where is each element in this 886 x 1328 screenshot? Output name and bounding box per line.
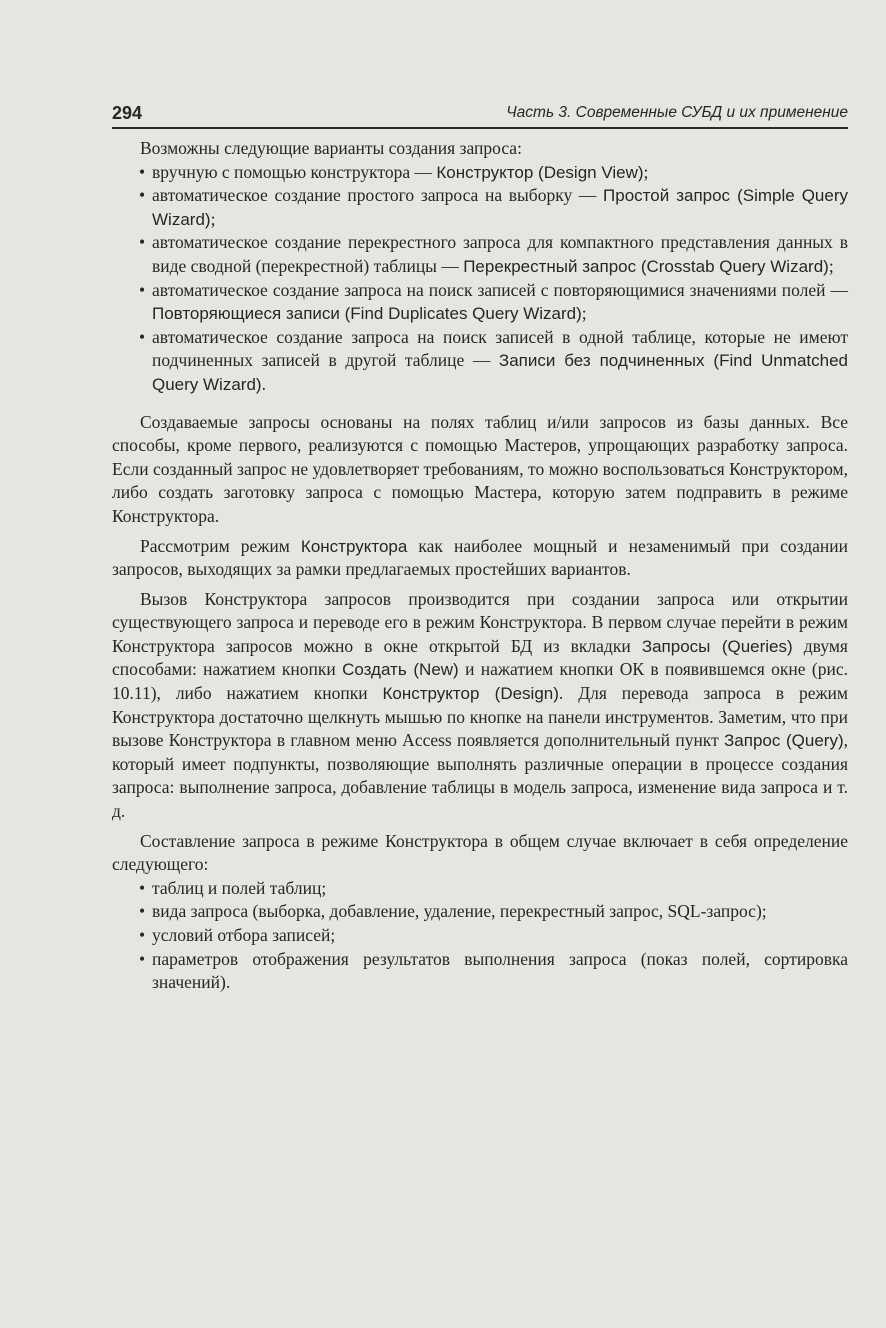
paragraph-composition: Составление запроса в режиме Конструктора в общем случае включает в себя определение следующего: [112,830,848,875]
ui-term: Создать (New) [342,660,459,680]
list-item-tail: ; [643,161,649,182]
page-body [112,137,848,995]
paragraph-text: как наиболее мощный и незаменимый при создании запросов, выходящих за рамки предлагаемых простейших вариантов. [112,535,848,580]
ui-term: Запрос (Query) [724,731,844,751]
list-item-text: автоматическое создание запроса на поиск записей в одной таблице, которые не имеют подчиненных записей в другой таблице — [152,326,848,371]
paragraph-text: Рассмотрим режим [140,535,301,556]
list-item-tail: . [261,373,266,394]
paragraph-text: . Для перевода запроса в режим Конструктора достаточно щелкнуть мышью по кнопке на панели инструментов. Заметим, что при вызове Конструктора в главном меню Access появляется дополнительный пункт [112,683,848,751]
ui-term: Записи без подчиненных (Find Unmatched Query Wizard) [152,351,849,394]
page-header [112,101,848,129]
ui-term: Конструктор (Design) [382,684,559,704]
ui-term: Простой запрос (Simple Query Wizard) [152,186,848,229]
list-item: • вида запроса (выборка, добавление, удаление, перекрестный запрос, SQL-запрос); [152,900,848,924]
list-item [152,184,848,231]
list-item-tail: ; [581,303,587,324]
list-item-tail: ; [828,255,834,276]
ui-term: Конструктор (Design View) [436,162,644,182]
ui-term: Запросы (Queries) [641,636,793,656]
list-item-text: автоматическое создание перекрестного запроса для компактного представления данных в виде сводной (перекрестной) таблицы — [152,232,848,276]
list-item-text: автоматическое создание простого запроса на выборку — [152,185,604,206]
paragraph-text: Вызов Конструктора запросов производится при создании запроса или открытии существующего запроса и переводе его в режим Конструктора. В первом случае перейти в режим Конструктора запросов можно в окне открытой БД из вкладки [112,588,848,656]
list-item [152,231,848,278]
paragraph-text: и нажатием кнопки ОК в появившемся окне (рис. 10.11), либо нажатием кнопки [112,659,848,704]
components-list [112,877,848,995]
variants-list [112,161,848,397]
list-item [152,326,848,397]
paragraph-designer-call [112,588,848,824]
page-number: 294 [112,103,143,123]
list-item-text: автоматическое создание запроса на поиск записей с повторяющимися значениями полей — [152,279,848,300]
paragraph-design-mode [112,535,848,582]
ui-term: Конструктора [300,536,408,556]
paragraph-text: , который имеет подпункты, позволяющие выполнять различные операции в процессе создания запроса: выполнение запроса, добавление таблицы в модель запроса, изменение вида запроса и т. д. [112,730,848,822]
intro-paragraph: Возможны следующие варианты создания запроса: [140,138,522,158]
paragraph-wizards: Создаваемые запросы основаны на полях таблиц и/или запросов из базы данных. Все способы, кроме первого, реализуются с помощью Мастеров, упрощающих разработку запроса. Если созданный запрос не удовлетворяет требованиям, то можно воспользоваться Конструктором, либо создать заготовку запроса с помощью Мастера, которую затем подправить в режиме Конструктора. [112,411,848,526]
list-item [152,279,848,326]
list-item-text: вручную с помощью конструктора — [152,161,437,182]
ui-term: Повторяющиеся записи (Find Duplicates Query Wizard) [152,304,582,324]
list-item: • условий отбора записей; [152,924,848,948]
list-item [152,161,848,185]
list-item: • параметров отображения результатов выполнения запроса (показ полей, сортировка значений). [152,948,848,995]
running-head: Часть 3. Современные СУБД и их применение [506,104,848,121]
list-item: • таблиц и полей таблиц; [152,877,848,901]
list-item-tail: ; [210,208,216,229]
ui-term: Перекрестный запрос (Crosstab Query Wizard) [463,256,829,276]
paragraph-text: двумя способами: нажатием кнопки [112,635,848,680]
